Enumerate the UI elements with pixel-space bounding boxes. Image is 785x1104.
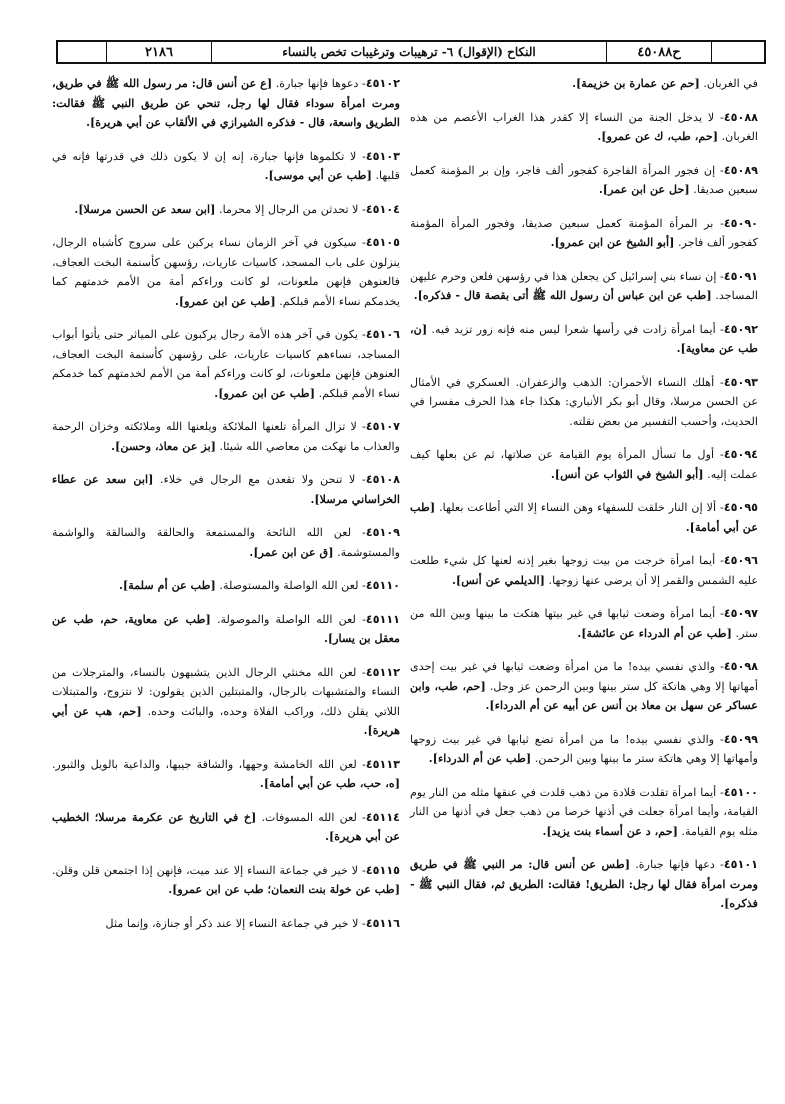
hadith-entry <box>410 161 758 200</box>
hadith-number: ٤٥١١١ <box>365 612 401 626</box>
hadith-number: ٤٥١٠٨ <box>365 473 400 486</box>
hadith-text: - والذي نفسي بيده! ما من امرأة تضع ثيابها في غير بيت زوجها وأمهاتها إلا وهي هاتكة ستر ما بينها وبين الرحمن. <box>410 732 758 765</box>
hadith-number: ٤٥٠٩٥ <box>723 501 758 514</box>
hadith-number: ٤٥٠٨٩ <box>723 163 758 177</box>
hadith-entry <box>410 498 758 537</box>
hadith-number: ٤٥٠٩٠ <box>723 216 758 230</box>
hadith-source: [طب عن أم الدرداء عن عائشة]. <box>577 625 732 640</box>
header-page-number: ٢١٨٦ <box>106 42 211 62</box>
hadith-text: - بر المرأة المؤمنة كعمل سبعين صديقا، وفجور المرأة المؤمنة كفجور ألف فاجر. <box>410 216 758 249</box>
hadith-number: ٤٥٠٩٩ <box>723 732 758 746</box>
hadith-entry <box>410 657 758 716</box>
page-header <box>56 40 766 64</box>
hadith-source: [حم، هب عن أبي هريرة]. <box>52 703 400 737</box>
hadith-text: - دعها فإنها جبارة. <box>635 858 724 871</box>
hadith-source: [بز عن معاذ، وحسن]. <box>111 438 216 453</box>
hadith-entry <box>410 604 758 643</box>
hadith-text: - أول ما تسأل المرأة يوم القيامة عن صلاتها، ثم عن بعلها كيف عملت إليه. <box>410 448 758 481</box>
hadith-source: [طس عن أنس قال: مر النبي ﷺ في طريق ومرت امرأة فقال لها رجل: الطريق! فقالت: الطريق ثم، فقال النبي ﷺ - فذكره]. <box>410 857 758 910</box>
hadith-entry <box>52 200 400 220</box>
hadith-source: [طب عن خولة بنت النعمان؛ طب عن ابن عمرو]. <box>168 882 400 896</box>
hadith-source: [ابن سعد عن الحسن مرسلا]. <box>74 201 216 216</box>
hadith-entry <box>410 855 758 914</box>
hadith-text: - لعن الله الخامشة وجهها، والشاقة جيبها، والداعية بالويل والثبور. <box>52 757 366 771</box>
hadith-entry <box>410 320 758 359</box>
hadith-number: ٤٥١٠٧ <box>365 420 400 433</box>
hadith-number: ٤٥١١٣ <box>365 757 400 771</box>
hadith-number: ٤٥٠٩١ <box>723 269 758 283</box>
hadith-text: - لعن الله الواصلة والمستوصلة. <box>219 579 366 592</box>
hadith-text: - أيما امرأة زادت في رأسها شعرا ليس منه فإنه زور تزيد فيه. <box>431 322 724 336</box>
hadith-text: - ألا إن النار خلقت للسفهاء وهن النساء إلا التي أطاعت بعلها. <box>439 501 724 514</box>
hadith-number: ٤٥٠٩٨ <box>723 660 758 673</box>
hadith-source: [طب عن ابن عباس أن رسول الله ﷺ أتى بقصة قال - فذكره]. <box>413 288 712 302</box>
hadith-number: ٤٥١٠٢ <box>365 77 400 90</box>
hadith-source: [ن، طب عن معاوية]. <box>410 321 758 355</box>
hadith-text: - لا خير في جماعة النساء إلا عند ميت، فإنهن إذا اجتمعن قلن وقلن. <box>52 863 366 877</box>
hadith-entry <box>410 267 758 306</box>
hadith-entry <box>410 445 758 484</box>
hadith-source: [أبو الشيخ في الثواب عن أنس]. <box>550 466 704 481</box>
hadith-text: في الغربان. <box>703 77 758 90</box>
hadith-text: - إن فجور المرأة الفاجرة كفجور ألف فاجر، وإن بر المؤمنة كعمل سبعين صديقا. <box>410 163 758 196</box>
hadith-source: [حل عن ابن عمر]. <box>598 182 690 196</box>
left-text-column <box>52 74 400 947</box>
hadith-source: [ابن سعد عن عطاء الخراساني مرسلا]. <box>52 472 400 506</box>
hadith-entry <box>52 576 400 596</box>
hadith-entry <box>52 861 400 900</box>
hadith-entry <box>410 551 758 590</box>
hadith-number: ٤٥١٠٠ <box>723 785 758 799</box>
hadith-entry <box>52 663 400 741</box>
hadith-entry <box>52 914 400 934</box>
hadith-text: - يكون في آخر هذه الأمة رجال يركبون على المياثر حتى يأتوا أبواب المساجد، نساءهم كاسيات عاريات، على رؤسهن كأسنمة البخت العجاف، العنوهن فإنهن ملعونات، لو كانت وراءكم أمة من الأمم لخدمتهم كما خدمكم نساء الأمم قبلكم. <box>52 328 400 400</box>
hadith-source: [أبو الشيخ عن ابن عمرو]. <box>550 235 675 249</box>
hadith-text: - لا تزال المرأة تلعنها الملائكة ويلعنها الله وملائكته وخزان الرحمة والعذاب ما نهكت من معاصي الله شيئا. <box>52 420 400 453</box>
hadith-text: - لا تنحن ولا تقعدن مع الرجال في خلاء. <box>160 473 366 486</box>
hadith-number: ٤٥١١٦ <box>365 916 400 930</box>
hadith-entry <box>52 808 400 847</box>
hadith-number: ٤٥١١٥ <box>365 863 400 877</box>
hadith-text: - أيما امرأة تقلدت قلادة من ذهب قلدت في عنقها مثله من النار يوم القيامة، وأيما امرأة جعلت في أذنها خرصا من ذهب جعل في أذنها من النار مثله يوم القيامة. <box>410 785 758 838</box>
hadith-entry <box>410 214 758 253</box>
header-chapter-title: النكاح (الإقوال) ٦- ترهيبات وترغيبات تخص بالنساء <box>211 42 606 62</box>
header-cell-blank-left <box>58 42 106 62</box>
hadith-entry <box>410 108 758 147</box>
hadith-number: ٤٥١٠٤ <box>365 202 400 216</box>
hadith-number: ٤٥١٠٣ <box>365 149 400 163</box>
hadith-number: ٤٥١٠٦ <box>365 328 400 341</box>
hadith-entry <box>52 610 400 649</box>
hadith-source: [ه، حب، طب عن أبي أمامة]. <box>259 776 400 790</box>
hadith-source: [طب عن ابن عمرو]. <box>174 293 276 308</box>
hadith-text: - أهلك النساء الأحمران: الذهب والزعفران. العسكري في الأمثال عن الحسن مرسلا، وقال أبو بكر الأنباري: هكذا جاء هذا الحرف مفسرا في الحديث، وأحسب التفسير من بعض نقلته. <box>410 375 758 428</box>
hadith-text: - لعن الله مخنثي الرجال الذين يتشبهون بالنساء، والمترجلات من النساء والمتشبهات بالرجال، والمتبتلين الذين يقولون: لا نتزوج، والمتبتلات اللاتي يقلن ذلك، وراكب الفلاة وحده، والبائت وحده. <box>52 665 400 718</box>
hadith-text: - سيكون في آخر الزمان نساء يركبن على سروج كأشباه الرجال، ينزلون على باب المسجد، كاسيات عاريات، رؤسهن كأسنمة البخت العجاف، فالعنوهن فإنهن ملعونات، لو كانت وراءكم أمة من الأمم خدمتهم كما يخدمكم نساء الأمم قبلكم. <box>52 236 400 308</box>
hadith-source: [طب عن أم سلمة]. <box>119 578 216 592</box>
hadith-number: ٤٥١٠٥ <box>365 236 400 249</box>
header-hadith-number: ح٤٥٠٨٨ <box>606 42 711 62</box>
hadith-number: ٤٥٠٩٤ <box>723 448 758 461</box>
hadith-text: - لعن الله المسوفات. <box>261 810 366 824</box>
hadith-text: - أيما امرأة خرجت من بيت زوجها بغير إذنه لعنها كل شيء طلعت عليه الشمس والقمر إلا أن يرضى عنها زوجها. <box>410 554 758 587</box>
hadith-text: - دعوها فإنها جبارة. <box>275 77 366 90</box>
hadith-entry <box>410 373 758 432</box>
hadith-source: [ع عن أنس قال: مر رسول الله ﷺ في طريق، ومرت امرأة سوداء فقال لها رجل، تنحي عن طريق النبي ﷺ فقالت: الطريق واسعة، قال - فذكره الشيرازي في الألقاب عن أبي هريرة]. <box>52 76 400 129</box>
right-text-column <box>410 74 758 928</box>
hadith-entry <box>52 74 400 133</box>
hadith-number: ٤٥٠٩٢ <box>723 322 758 336</box>
hadith-source: [طب عن أم الدرداء]. <box>428 751 532 765</box>
hadith-source: [طب عن معاوية، حم، طب عن معقل بن يسار]. <box>52 611 400 645</box>
hadith-entry <box>52 325 400 403</box>
hadith-source: [حم، طب، وابن عساكر عن سهل بن معاذ بن أنس عن أبيه عن أم الدرداء]. <box>410 678 758 712</box>
hadith-number: ٤٥١٠١ <box>723 858 758 871</box>
hadith-entry <box>52 523 400 562</box>
hadith-source: [طب عن أبي موسى]. <box>264 168 372 182</box>
hadith-text: - لعن الله الواصلة والموصولة. <box>216 612 366 626</box>
hadith-number: ٤٥١٠٩ <box>365 526 400 539</box>
hadith-entry <box>52 417 400 456</box>
hadith-number: ٤٥١١٠ <box>365 579 400 592</box>
hadith-number: ٤٥٠٩٧ <box>723 607 758 620</box>
hadith-source: [حم، طب، ك عن عمرو]. <box>597 129 719 143</box>
hadith-text: - أيما امرأة وضعت ثيابها في غير بيتها هتكت ما بينها وبين الله من ستر. <box>410 607 758 640</box>
hadith-entry <box>52 755 400 794</box>
hadith-text: - والذي نفسي بيده! ما من امرأة وضعت ثيابها في غير بيت إحدى أمهاتها إلا وهي هاتكة كل ستر بينها وبين الرحمن عز وجل. <box>410 660 758 693</box>
hadith-entry <box>52 233 400 311</box>
hadith-entry <box>410 74 758 94</box>
hadith-number: ٤٥٠٩٣ <box>723 375 758 389</box>
hadith-entry <box>410 783 758 842</box>
hadith-source: [خ في التاريخ عن عكرمة مرسلا؛ الخطيب عن أبي هريرة]. <box>52 809 400 843</box>
hadith-text: - لعن الله النائحة والمستمعة والحالقة والسالقة والواشمة والمستوشمة. <box>52 526 400 559</box>
hadith-text: - لا خير في جماعة النساء إلا عند ذكر أو جنازة، وإنما مثل <box>105 916 366 930</box>
hadith-source: [طب عن أبي أمامة]. <box>410 500 758 534</box>
hadith-entry <box>410 730 758 769</box>
hadith-number: ٤٥٠٩٦ <box>723 554 758 567</box>
hadith-text: - لا تحدثن من الرجال إلا محرما. <box>219 202 366 216</box>
hadith-text: - إن نساء بني إسرائيل كن يجعلن هذا في رؤسهن فلعن وحرم عليهن المساجد. <box>410 269 758 302</box>
hadith-source: [ق عن ابن عمر]. <box>249 544 334 559</box>
header-cell-blank-right <box>711 42 764 62</box>
hadith-source: [طب عن ابن عمرو]. <box>214 385 316 400</box>
hadith-number: ٤٥١١٢ <box>365 665 400 679</box>
hadith-source: [حم عن عمارة بن خزيمة]. <box>572 76 700 90</box>
hadith-number: ٤٥١١٤ <box>365 810 400 824</box>
hadith-source: [الديلمي عن أنس]. <box>452 572 545 587</box>
hadith-source: [حم، د عن أسماء بنت يزيد]. <box>542 823 678 838</box>
hadith-text: - لا يدخل الجنة من النساء إلا كقدر هذا الغراب الأعصم من هذه الغربان. <box>410 110 758 143</box>
hadith-number: ٤٥٠٨٨ <box>723 110 758 124</box>
hadith-entry <box>52 470 400 509</box>
hadith-text: - لا تكلموها فإنها جبارة، إنه إن لا يكون ذلك في قدرتها فإنه في قلبها. <box>52 149 400 182</box>
hadith-entry <box>52 147 400 186</box>
